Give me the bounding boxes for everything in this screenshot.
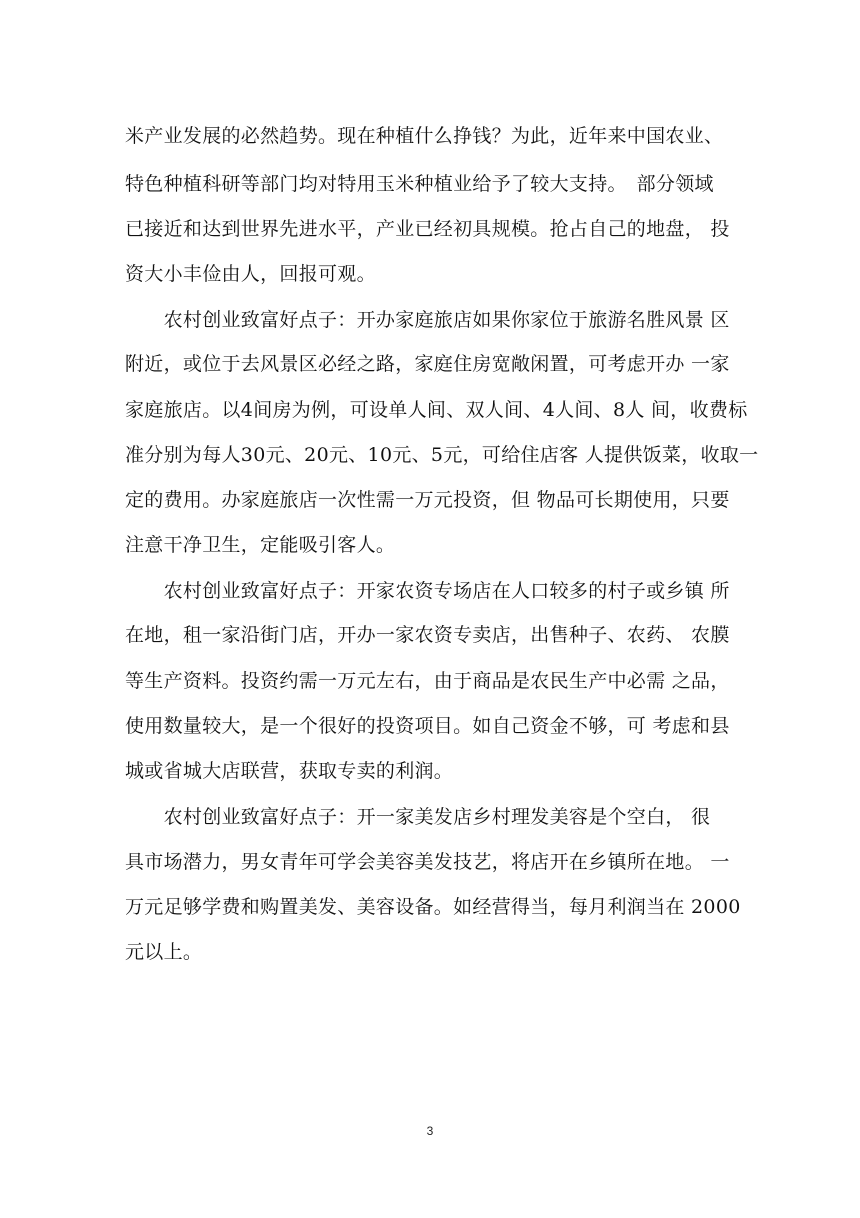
- text-line: 在地，租一家沿街门店，开办一家农资专卖店，出售种子、农药、 农膜: [125, 624, 730, 646]
- text-line: 等生产资料。投资约需一万元左右，由于商品是农民生产中必需 之品，: [125, 670, 730, 692]
- text-line: 米产业发展的必然趋势。现在种植什么挣钱？为此，近年来中国农业、: [125, 125, 724, 147]
- text-line: 万元足够学费和购置美发、美容设备。如经营得当，每月利润当在 2000: [125, 896, 741, 918]
- page-number: 3: [426, 1124, 434, 1138]
- text-line: 资大小丰俭由人，回报可观。: [125, 263, 376, 285]
- paragraph-start-line: 农村创业致富好点子：开办家庭旅店如果你家位于旅游名胜风景 区: [125, 309, 730, 331]
- text-line: 元以上。: [125, 941, 203, 963]
- text-line: 家庭旅店。以4间房为例，可设单人间、双人间、4人间、8人 间，收费标: [125, 399, 748, 421]
- text-line: 准分别为每人30元、20元、10元、5元，可给住店客 人提供饭菜，收取一: [125, 444, 759, 466]
- text-line: 注意干净卫生，定能吸引客人。: [125, 534, 396, 556]
- text-line: 附近，或位于去风景区必经之路，家庭住房宽敞闲置，可考虑开办 一家: [125, 353, 730, 375]
- text-line: 定的费用。办家庭旅店一次性需一万元投资，但 物品可长期使用，只要: [125, 489, 730, 511]
- text-line: 已接近和达到世界先进水平，产业已经初具规模。抢占自己的地盘， 投: [125, 218, 730, 240]
- paragraph-start-line: 农村创业致富好点子：开家农资专场店在人口较多的村子或乡镇 所: [125, 580, 730, 602]
- text-line: 特色种植科研等部门均对特用玉米种植业给予了较大支持。 部分领域: [125, 173, 714, 195]
- text-line: 具市场潜力，男女青年可学会美容美发技艺，将店开在乡镇所在地。 一: [125, 851, 730, 873]
- text-line: 使用数量较大，是一个很好的投资项目。如自己资金不够，可 考虑和县: [125, 715, 730, 737]
- text-line: 城或省城大店联营，获取专卖的利润。: [125, 760, 454, 782]
- paragraph-start-line: 农村创业致富好点子：开一家美发店乡村理发美容是个空白， 很: [125, 806, 711, 828]
